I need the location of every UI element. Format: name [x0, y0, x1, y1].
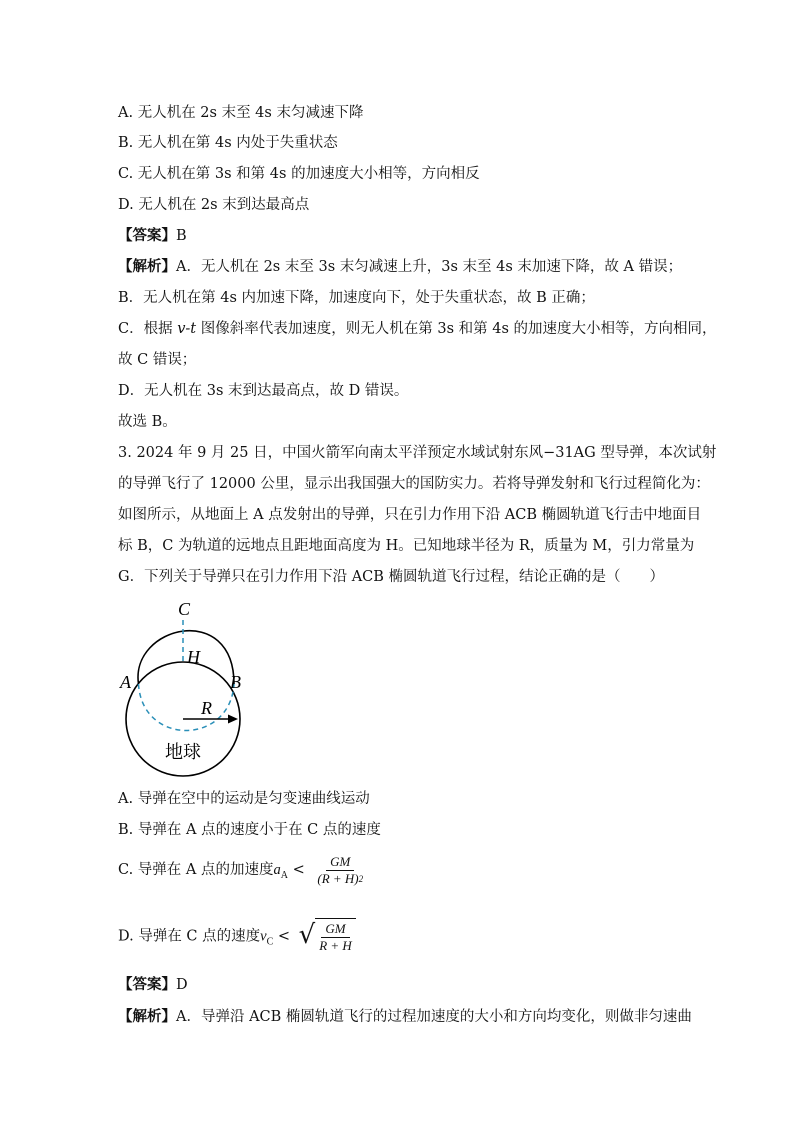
q3-answer-line — [118, 975, 188, 995]
label-b: B — [230, 672, 241, 692]
answer-value: B — [176, 228, 187, 244]
label-c: C — [178, 599, 191, 619]
radius-arrowhead — [228, 715, 238, 724]
q3-option-d-rel: < — [273, 928, 295, 945]
analysis-tag: 【解析】 — [118, 258, 176, 275]
q3-option-b: B. 导弹在 A 点的速度小于在 C 点的速度 — [118, 822, 381, 838]
label-earth: 地球 — [165, 742, 201, 762]
orbit-diagram — [112, 596, 262, 786]
q3-option-c — [118, 852, 367, 894]
analysis-c-pre: C．根据 — [118, 321, 178, 337]
label-h: H — [187, 647, 200, 667]
label-a: A — [120, 672, 131, 692]
q3-option-a: A. 导弹在空中的运动是匀变速曲线运动 — [118, 791, 370, 807]
q3-option-d-fraction — [315, 921, 356, 954]
sqrt-sign-icon: √ — [298, 920, 316, 950]
option-c: C. 无人机在第 3s 和第 4s 的加速度大小相等，方向相反 — [118, 166, 480, 182]
q3-option-d-num: GM — [321, 921, 349, 938]
q3-analysis-tag: 【解析】 — [118, 1008, 176, 1025]
q3-option-d — [118, 918, 356, 960]
q3-option-c-den-wrap — [313, 871, 367, 887]
analysis-line-b: B．无人机在第 4s 内加速下降，加速度向下，处于失重状态，故 B 正确； — [118, 290, 595, 306]
q3-option-c-fraction — [313, 854, 367, 887]
answer-line — [118, 226, 187, 246]
q3-option-c-num: GM — [326, 854, 354, 871]
question3-line3: 如图所示，从地面上 A 点发射出的导弹，只在引力作用下沿 ACB 椭圆轨道飞行击中地面目 — [118, 507, 702, 523]
question3-line4: 标 B，C 为轨道的远地点且距地面高度为 H。已知地球半径为 R，质量为 M，引力常量为 — [118, 538, 695, 554]
analysis-line-d: D．无人机在 3s 末到达最高点，故 D 错误。 — [118, 383, 409, 399]
answer-tag: 【答案】 — [118, 227, 176, 244]
q3-analysis-line-a — [118, 1007, 692, 1027]
q3-option-c-text: C. 导弹在 A 点的加速度 — [118, 862, 274, 878]
q3-option-c-sub: A — [280, 869, 288, 881]
q3-option-d-sub: C — [266, 936, 274, 948]
analysis-line-c-cont: 故 C 错误； — [118, 352, 197, 368]
question3-line1: 3. 2024 年 9 月 25 日，中国火箭军向南太平洋预定水域试射东风−31AG 型导弹，本次试射 — [118, 445, 717, 461]
q3-option-d-sqrt — [299, 918, 356, 955]
question3-line5: G．下列关于导弹只在引力作用下沿 ACB 椭圆轨道飞行过程，结论正确的是（ ） — [118, 569, 665, 585]
option-d: D. 无人机在 2s 末到达最高点 — [118, 197, 310, 213]
trajectory-dashed — [139, 684, 235, 731]
q3-answer-value: D — [176, 977, 188, 993]
q3-answer-tag: 【答案】 — [118, 976, 176, 993]
analysis-c-post: 图像斜率代表加速度，则无人机在第 3s 和第 4s 的加速度大小相等，方向相同， — [196, 321, 717, 337]
q3-option-c-var: a — [273, 862, 281, 878]
option-b: B. 无人机在第 4s 内处于失重状态 — [118, 135, 338, 151]
analysis-a-text: A．无人机在 2s 末至 3s 末匀减速上升，3s 末至 4s 末加速下降，故 A 错误； — [176, 259, 683, 275]
q3-option-d-var: v — [260, 928, 267, 945]
q3-option-c-exp: 2 — [358, 873, 364, 884]
label-r: R — [201, 698, 212, 718]
q3-option-c-den: (R + H) — [317, 870, 359, 886]
q3-option-d-text: D. 导弹在 C 点的速度 — [118, 928, 261, 945]
q3-analysis-a-text: A．导弹沿 ACB 椭圆轨道飞行的过程加速度的大小和方向均变化，则做非匀速曲 — [176, 1009, 692, 1025]
question3-line2: 的导弹飞行了 12000 公里，显示出我国强大的国防实力。若将导弹发射和飞行过程简化为： — [118, 476, 710, 492]
analysis-line-a — [118, 257, 682, 277]
q3-option-c-rel: < — [287, 862, 310, 878]
analysis-line-c — [118, 319, 717, 339]
option-a: A. 无人机在 2s 末至 4s 末匀减速下降 — [118, 105, 364, 121]
analysis-c-vt: v-t — [177, 321, 197, 337]
q3-option-d-den: R + H — [319, 937, 352, 953]
analysis-conclusion: 故选 B。 — [118, 414, 177, 430]
